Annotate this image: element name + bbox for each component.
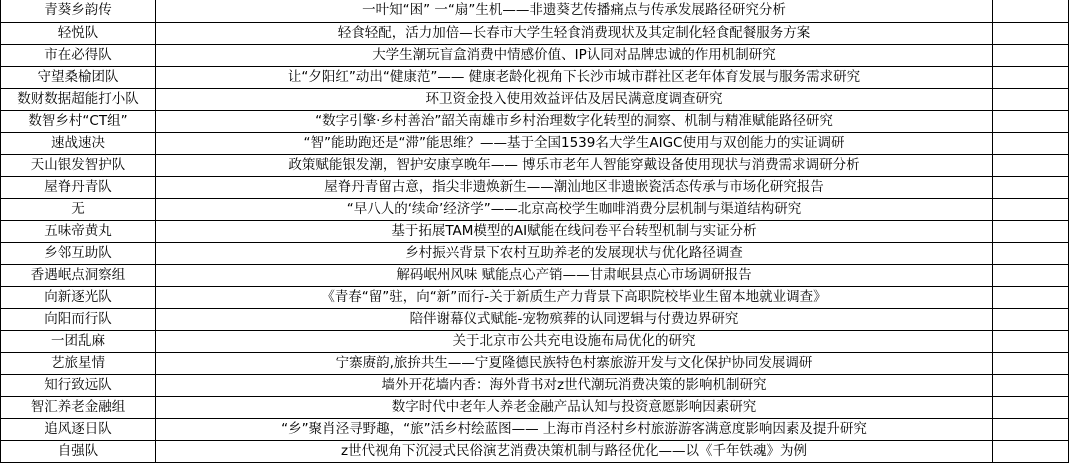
project-title-cell[interactable]: 解码岷州风味 赋能点心产销——甘肃岷县点心市场调研报告 [156, 264, 993, 286]
table-row [1, 132, 1069, 154]
table-row [1, 154, 1069, 176]
table-row [1, 286, 1069, 308]
empty-cell[interactable] [993, 220, 1069, 242]
project-title-cell[interactable]: “早八人的‘续命’经济学”——北京高校学生咖啡消费分层机制与渠道结构研究 [156, 198, 993, 220]
empty-cell[interactable] [993, 308, 1069, 330]
project-title-cell[interactable]: 一叶知“困” 一“扇”生机——非遗葵艺传播痛点与传承发展路径研究分析 [156, 0, 993, 22]
table-row [1, 308, 1069, 330]
table-row [1, 374, 1069, 396]
table-row [1, 66, 1069, 88]
empty-cell[interactable] [993, 330, 1069, 352]
empty-cell[interactable] [993, 66, 1069, 88]
team-name-cell[interactable]: 自强队 [1, 440, 156, 462]
project-title-cell[interactable]: 宁寨赓韵,旅拚共生——宁夏隆德民族特色村寨旅游开发与文化保护协同发展调研 [156, 352, 993, 374]
team-name-cell[interactable]: 五味帝黄丸 [1, 220, 156, 242]
project-title-cell[interactable]: 基于拓展TAM模型的AI赋能在线问卷平台转型机制与实证分析 [156, 220, 993, 242]
project-title-cell[interactable]: 陪伴谢幕仪式赋能-宠物殡葬的认同逻辑与付费边界研究 [156, 308, 993, 330]
table-row [1, 88, 1069, 110]
team-name-cell[interactable]: 青葵乡韵传 [1, 0, 156, 22]
team-name-cell[interactable]: 追风逐日队 [1, 418, 156, 440]
project-title-cell[interactable]: 大学生潮玩盲盒消费中情感价值、IP认同对品牌忠诚的作用机制研究 [156, 44, 993, 66]
table-row [1, 198, 1069, 220]
empty-cell[interactable] [993, 242, 1069, 264]
project-title-cell[interactable]: “乡”聚肖泾寻野趣，“旅”活乡村绘蓝图—— 上海市肖泾村乡村旅游游客满意度影响因素及提升研究 [156, 418, 993, 440]
empty-cell[interactable] [993, 396, 1069, 418]
empty-cell[interactable] [993, 22, 1069, 44]
project-title-cell[interactable]: 环卫资金投入使用效益评估及居民满意度调查研究 [156, 88, 993, 110]
team-name-cell[interactable]: 屋脊丹青队 [1, 176, 156, 198]
team-name-cell[interactable]: 速战速决 [1, 132, 156, 154]
table-row [1, 220, 1069, 242]
project-title-cell[interactable]: “智”能助跑还是“滞”能思维？——基于全国1539名大学生AIGC使用与双创能力的实证调研 [156, 132, 993, 154]
empty-cell[interactable] [993, 286, 1069, 308]
empty-cell[interactable] [993, 132, 1069, 154]
table-row [1, 0, 1069, 22]
team-name-cell[interactable]: 艺旅星情 [1, 352, 156, 374]
empty-cell[interactable] [993, 440, 1069, 462]
project-title-cell[interactable]: 乡村振兴背景下农村互助养老的发展现状与优化路径调查 [156, 242, 993, 264]
table-row [1, 264, 1069, 286]
table-row [1, 352, 1069, 374]
table-row [1, 242, 1069, 264]
table-row [1, 418, 1069, 440]
team-name-cell[interactable]: 向新逐光队 [1, 286, 156, 308]
table-row [1, 22, 1069, 44]
empty-cell[interactable] [993, 0, 1069, 22]
empty-cell[interactable] [993, 374, 1069, 396]
empty-cell[interactable] [993, 264, 1069, 286]
project-title-cell[interactable]: 轻食轻配，活力加倍—长春市大学生轻食消费现状及其定制化轻食配餐服务方案 [156, 22, 993, 44]
team-name-cell[interactable]: 市在必得队 [1, 44, 156, 66]
empty-cell[interactable] [993, 352, 1069, 374]
team-name-cell[interactable]: 轻悦队 [1, 22, 156, 44]
table-body [1, 0, 1069, 462]
team-name-cell[interactable]: 智汇养老金融组 [1, 396, 156, 418]
empty-cell[interactable] [993, 418, 1069, 440]
team-name-cell[interactable]: 数智乡村“CT组” [1, 110, 156, 132]
project-title-cell[interactable]: 政策赋能银发潮，智护安康享晚年—— 博乐市老年人智能穿戴设备使用现状与消费需求调研分析 [156, 154, 993, 176]
team-name-cell[interactable]: 数财数据超能打小队 [1, 88, 156, 110]
project-title-cell[interactable]: “数字引擎·乡村善治”韶关南雄市乡村治理数字化转型的洞察、机制与精准赋能路径研究 [156, 110, 993, 132]
team-name-cell[interactable]: 乡邻互助队 [1, 242, 156, 264]
empty-cell[interactable] [993, 198, 1069, 220]
team-name-cell[interactable]: 向阳而行队 [1, 308, 156, 330]
team-name-cell[interactable]: 知行致远队 [1, 374, 156, 396]
project-title-cell[interactable]: 《青春“留”驻，向“新”而行-关于新质生产力背景下高职院校毕业生留本地就业调查》 [156, 286, 993, 308]
table-row [1, 44, 1069, 66]
table-row [1, 176, 1069, 198]
empty-cell[interactable] [993, 44, 1069, 66]
project-title-cell[interactable]: 墙外开花墙内香：海外背书对z世代潮玩消费决策的影响机制研究 [156, 374, 993, 396]
empty-cell[interactable] [993, 176, 1069, 198]
empty-cell[interactable] [993, 154, 1069, 176]
table-row [1, 396, 1069, 418]
table-row [1, 330, 1069, 352]
project-title-cell[interactable]: 数字时代中老年人养老金融产品认知与投资意愿影响因素研究 [156, 396, 993, 418]
project-title-cell[interactable]: 让“夕阳红”动出“健康范”—— 健康老龄化视角下长沙市城市群社区老年体育发展与服务需求研究 [156, 66, 993, 88]
project-title-cell[interactable]: 关于北京市公共充电设施布局优化的研究 [156, 330, 993, 352]
team-name-cell[interactable]: 香遇岷点洞察组 [1, 264, 156, 286]
project-title-cell[interactable]: z世代视角下沉浸式民俗演艺消费决策机制与路径优化——以《千年铁魂》为例 [156, 440, 993, 462]
empty-cell[interactable] [993, 88, 1069, 110]
table-row [1, 110, 1069, 132]
project-title-cell[interactable]: 屋脊丹青留古意，指尖非遗焕新生——潮汕地区非遗嵌瓷活态传承与市场化研究报告 [156, 176, 993, 198]
table-row [1, 440, 1069, 462]
team-name-cell[interactable]: 一团乱麻 [1, 330, 156, 352]
team-name-cell[interactable]: 天山银发智护队 [1, 154, 156, 176]
team-name-cell[interactable]: 守望桑榆团队 [1, 66, 156, 88]
team-name-cell[interactable]: 无 [1, 198, 156, 220]
empty-cell[interactable] [993, 110, 1069, 132]
